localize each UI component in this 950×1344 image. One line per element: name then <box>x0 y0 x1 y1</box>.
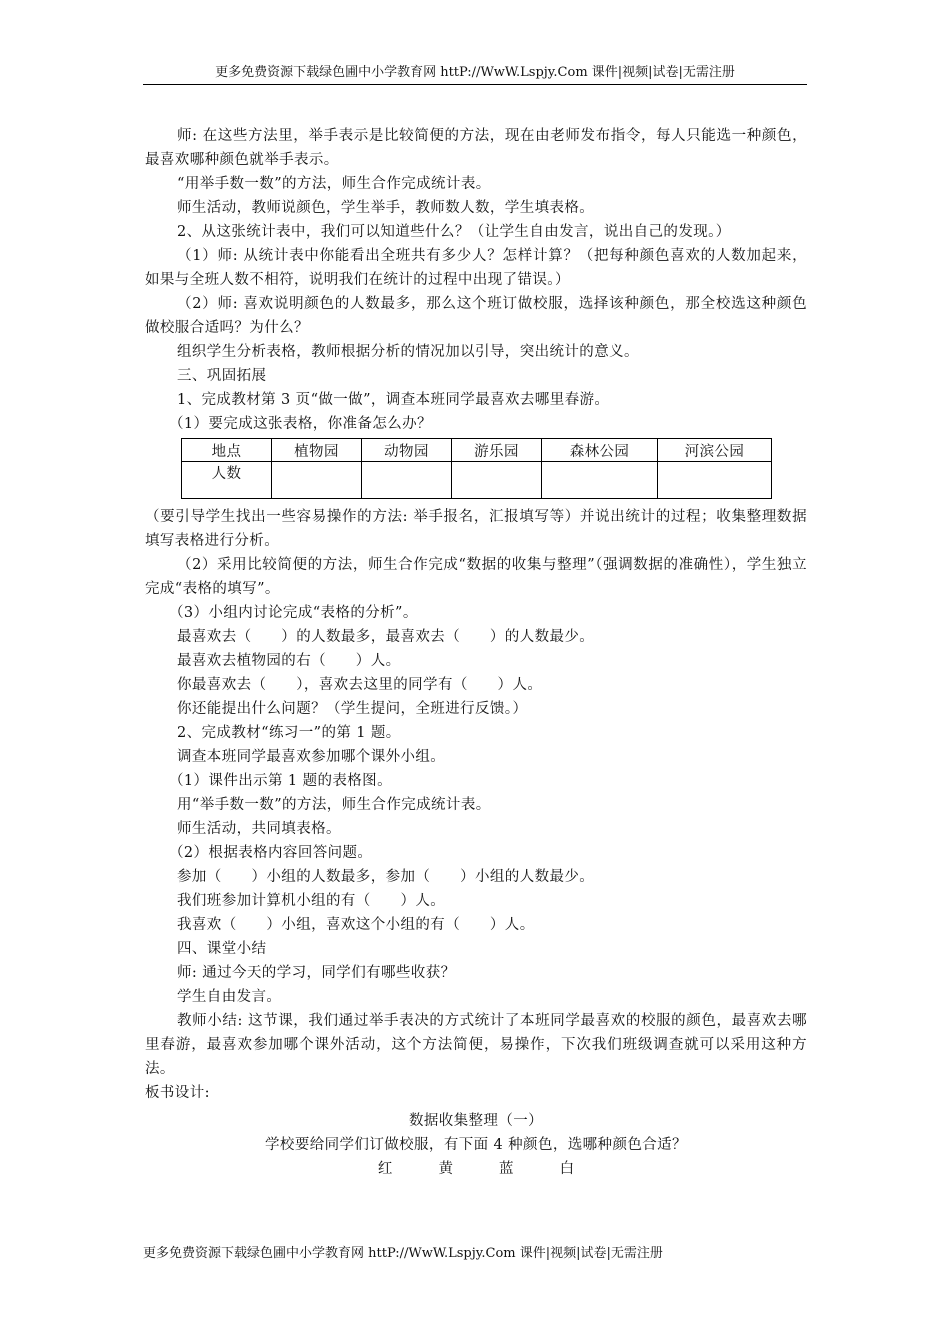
paragraph: 我们班参加计算机小组的有（ ）人。 <box>177 893 446 909</box>
table-header-cell: 游乐园 <box>452 439 542 462</box>
table-cell <box>452 462 542 499</box>
paragraph: 学生自由发言。 <box>177 989 282 1005</box>
table-header-cell: 河滨公园 <box>658 439 772 462</box>
paragraph: 最喜欢去（ ）的人数最多，最喜欢去（ ）的人数最少。 <box>177 629 595 645</box>
board-title: 数据收集整理（一） <box>408 1113 544 1129</box>
paragraph: 最喜欢去植物园的右（ ）人。 <box>177 653 401 669</box>
page-footer: 更多免费资源下载绿色圃中小学教育网 httP://WwW.Lspjy.Com 课件|视频|试卷|无需注册 <box>143 1246 663 1261</box>
table-cell <box>272 462 362 499</box>
table-row-label: 人数 <box>182 462 272 499</box>
document-body <box>145 124 807 1181</box>
table-cell <box>658 462 772 499</box>
table-cell <box>542 462 658 499</box>
paragraph: 2、完成教材“练习一”的第 1 题。 <box>177 725 401 741</box>
page-header: 更多免费资源下载绿色圃中小学教育网 httP://WwW.Lspjy.Com 课件|视频|试卷|无需注册 <box>215 65 735 80</box>
section-heading: 四、课堂小结 <box>177 941 267 957</box>
color-label: 红 <box>377 1161 393 1177</box>
table-header-cell: 森林公园 <box>542 439 658 462</box>
paragraph: 你最喜欢去（ ），喜欢去这里的同学有（ ）人。 <box>177 677 543 693</box>
paragraph: （1）师: 从统计表中你能看出全班共有多少人？怎样计算？（把每种颜色喜欢的人数加起来，如果与全班人数不相符，说明我们在统计的过程中出现了错误。） <box>145 248 807 288</box>
paragraph: “用举手数一数”的方法，师生合作完成统计表。 <box>177 176 491 192</box>
paragraph: 组织学生分析表格，教师根据分析的情况加以引导，突出统计的意义。 <box>177 344 639 360</box>
color-label: 蓝 <box>499 1161 514 1177</box>
section-heading: 三、巩固拓展 <box>177 368 267 384</box>
paragraph: 师: 通过今天的学习，同学们有哪些收获？ <box>177 965 456 981</box>
board-question: 学校要给同学们订做校服，有下面 4 种颜色，选哪种颜色合适？ <box>265 1137 687 1153</box>
spring-outing-table <box>181 438 772 499</box>
color-label: 黄 <box>438 1161 453 1177</box>
board-colors <box>145 1157 807 1181</box>
paragraph: （2）采用比较简便的方法，师生合作完成“数据的收集与整理”（强调数据的准确性），学生独立完成“表格的填写”。 <box>145 557 807 597</box>
paragraph: （2）师: 喜欢说明颜色的人数最多，那么这个班订做校服，选择该种颜色，那全校选这种颜色做校服合适吗？为什么？ <box>145 296 807 336</box>
paragraph: （1）课件出示第 1 题的表格图。 <box>169 773 392 789</box>
paragraph: 用“举手数一数”的方法，师生合作完成统计表。 <box>177 797 491 813</box>
color-label: 白 <box>559 1161 575 1177</box>
paragraph: 2、从这张统计表中，我们可以知道些什么？（让学生自由发言，说出自己的发现。） <box>177 224 731 240</box>
paragraph: 调查本班同学最喜欢参加哪个课外小组。 <box>177 749 446 765</box>
paragraph: 师生活动，共同填表格。 <box>177 821 341 837</box>
table-cell <box>362 462 452 499</box>
paragraph: 板书设计: <box>145 1085 210 1101</box>
table-header-cell: 动物园 <box>362 439 452 462</box>
header-divider <box>143 84 807 85</box>
paragraph: 师生活动，教师说颜色，学生举手，教师数人数，学生填表格。 <box>177 200 595 216</box>
paragraph: 师: 在这些方法里，举手表示是比较简便的方法，现在由老师发布指令，每人只能选一种颜色，最喜欢哪种颜色就举手表示。 <box>145 128 807 168</box>
paragraph: 1、完成教材第 3 页“做一做”，调查本班同学最喜欢去哪里春游。 <box>177 392 610 408</box>
paragraph: 你还能提出什么问题？（学生提问，全班进行反馈。） <box>177 701 528 717</box>
paragraph: （1）要完成这张表格，你准备怎么办？ <box>169 416 432 432</box>
table-header-cell: 地点 <box>182 439 272 462</box>
paragraph: （要引导学生找出一些容易操作的方法: 举手报名，汇报填写等）并说出统计的过程；收集整理数据填写表格进行分析。 <box>145 509 807 549</box>
paragraph: （3）小组内讨论完成“表格的分析”。 <box>169 605 418 621</box>
paragraph: 我喜欢（ ）小组，喜欢这个小组的有（ ）人。 <box>177 917 535 933</box>
paragraph: 参加（ ）小组的人数最多，参加（ ）小组的人数最少。 <box>177 869 595 885</box>
paragraph: （2）根据表格内容回答问题。 <box>169 845 373 861</box>
table-header-cell: 植物园 <box>272 439 362 462</box>
paragraph: 教师小结: 这节课，我们通过举手表决的方式统计了本班同学最喜欢的校服的颜色，最喜欢去哪里春游，最喜欢参加哪个课外活动，这个方法简便，易操作，下次我们班级调查就可以采用这种方法。 <box>145 1013 807 1077</box>
